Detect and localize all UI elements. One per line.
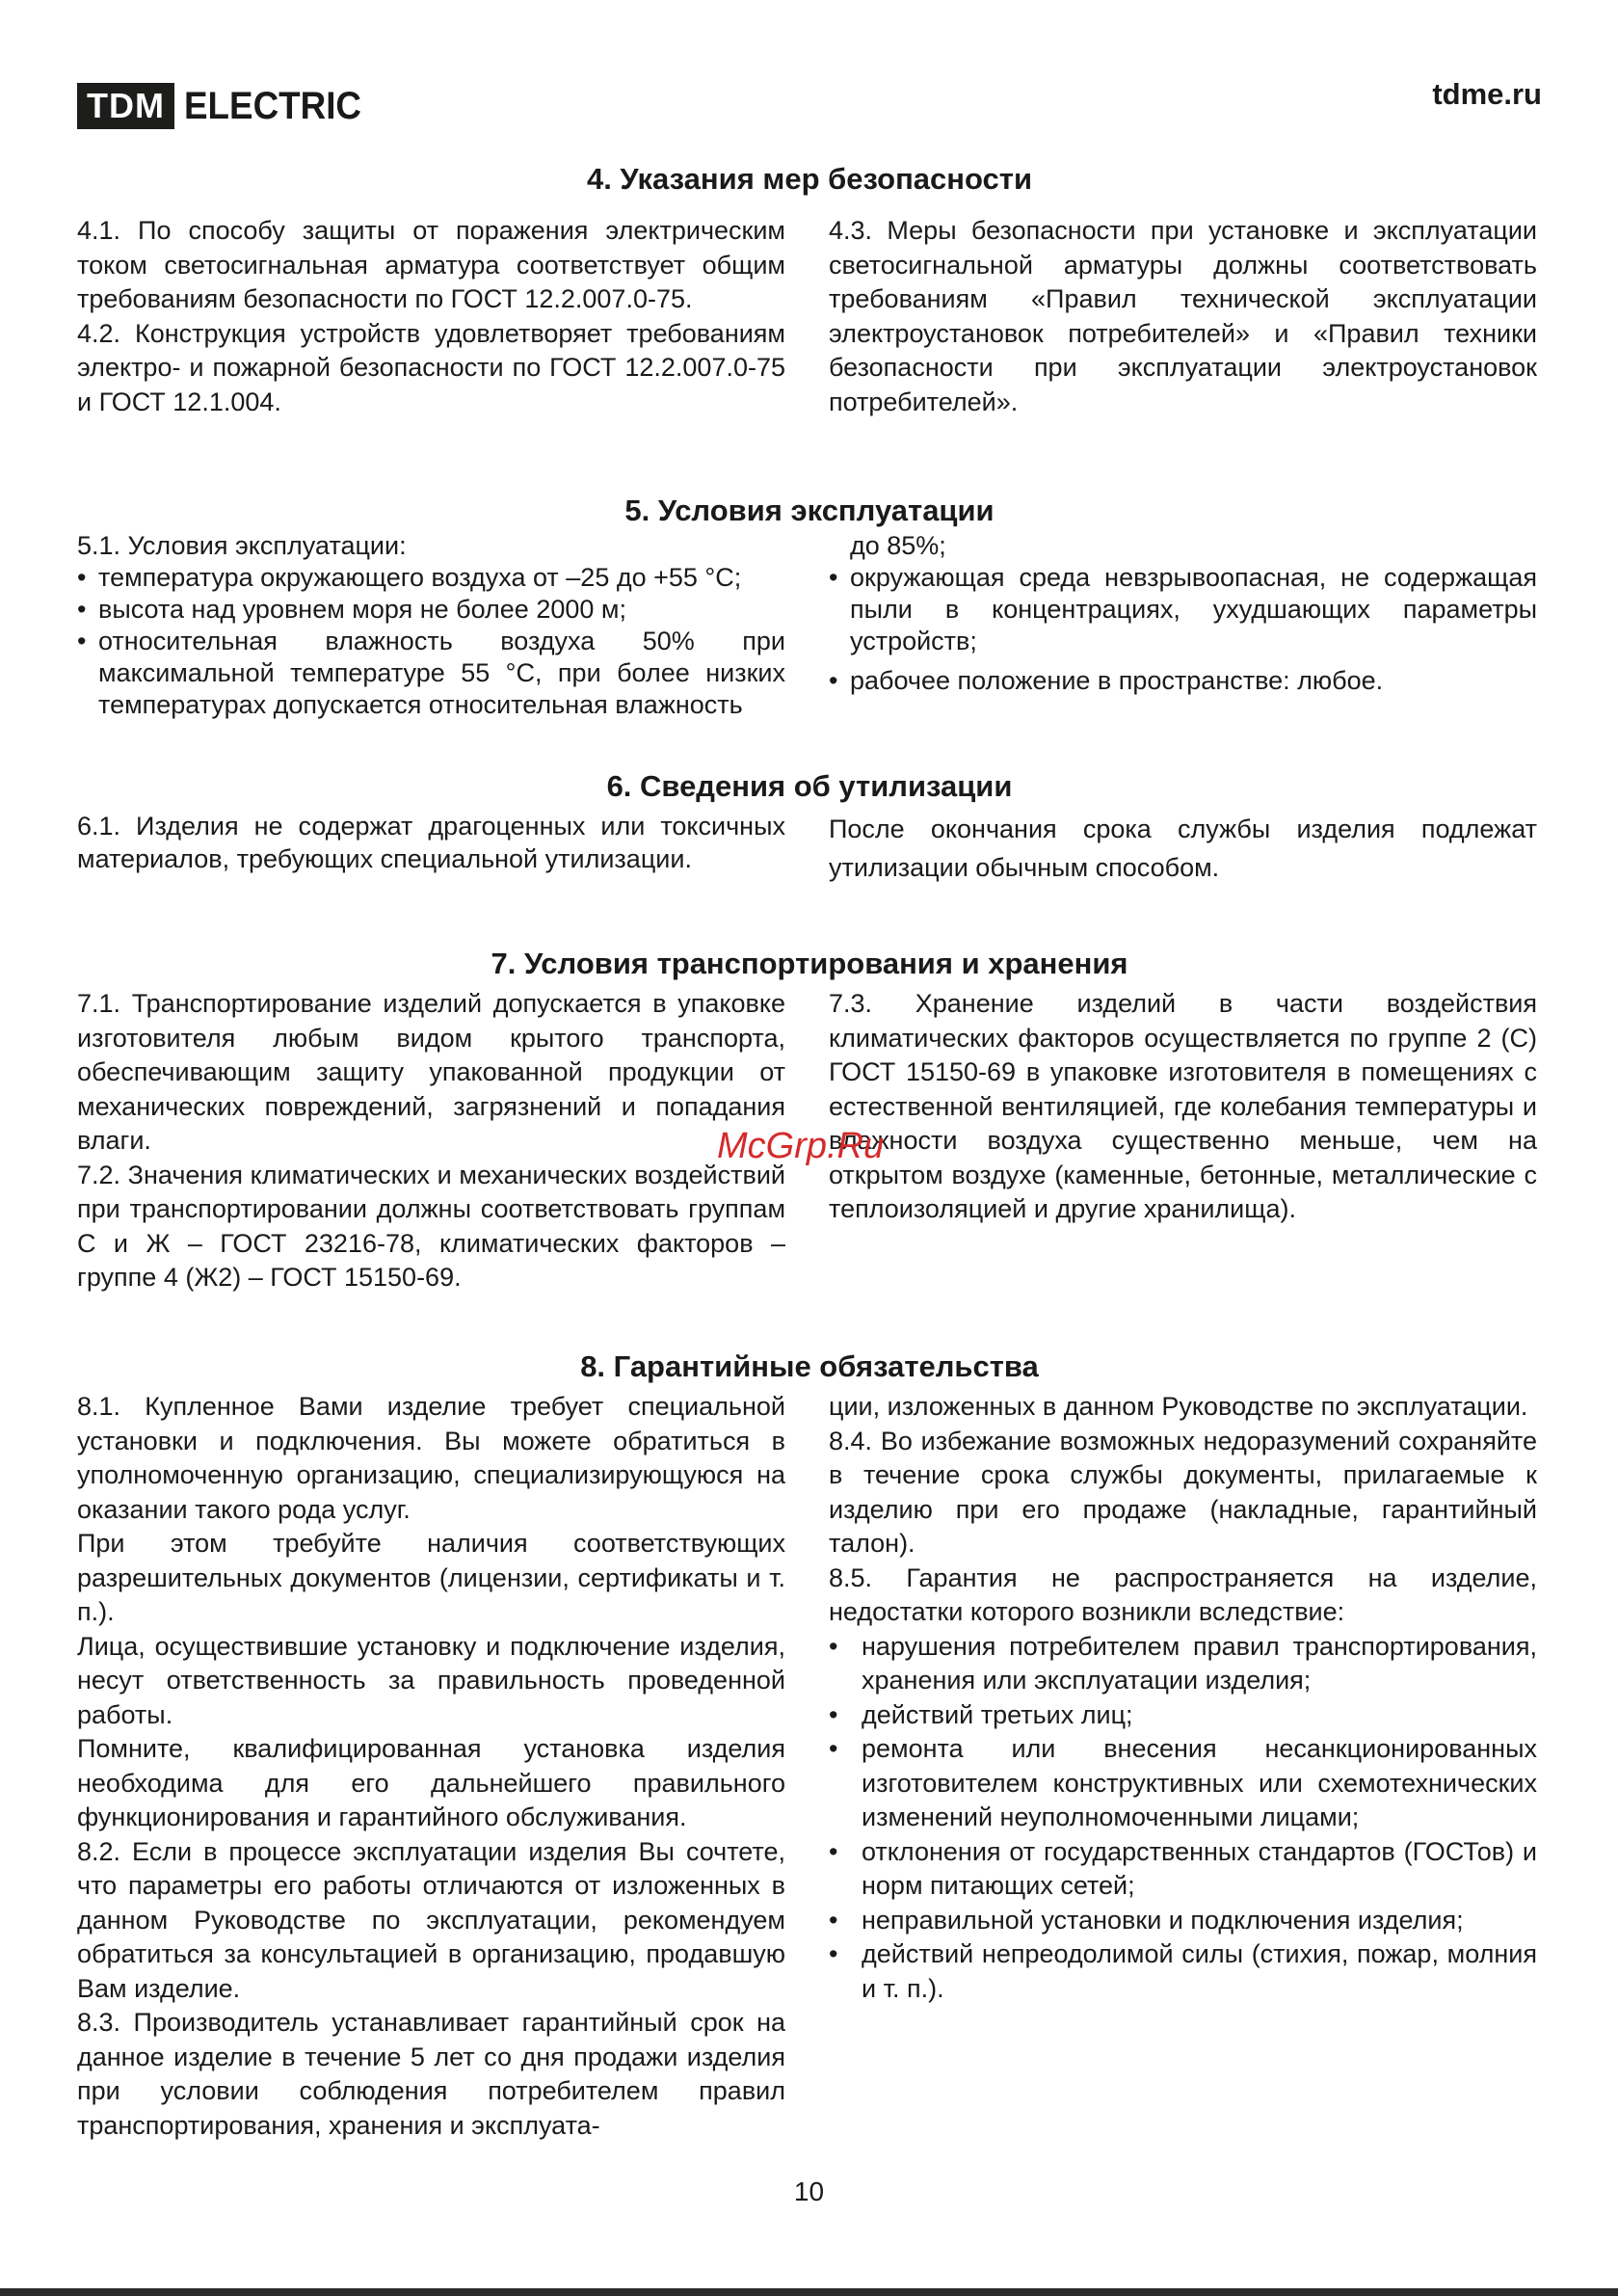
right-column — [829, 810, 1537, 887]
paragraph: Лица, осуществившие установку и подключение изделия, несут ответственность за правильность проведенной работы. — [77, 1631, 785, 1729]
paragraph: 4.2. Конструкция устройств удовлетворяет требованиям электро- и пожарной безопасности по ГОСТ 12.2.007.0-75 и ГОСТ 12.1.004. — [77, 318, 785, 416]
section-safety — [77, 160, 1542, 416]
paragraph: 7.1. Транспортирование изделий допускается в упаковке изготовителя любым видом крытого транспорта, обеспечивающим защиту упакованной продукции от механических повреждений, загрязнений и попадания влаги. — [77, 989, 785, 1155]
paragraph: 8.3. Производитель устанавливает гарантийный срок на данное изделие в течение 5 лет со дня продажи изделия при условии соблюдения потребителем правил транспортирования, хранения и эксплуата- — [77, 2008, 785, 2140]
left-column — [77, 1390, 785, 2143]
list-item: • действий непреодолимой силы (стихия, пожар, молния и т. п.). — [829, 1937, 1537, 2006]
section-title: 4. Указания мер безопасности — [586, 162, 1033, 196]
site-url: tdme.ru — [1432, 77, 1542, 111]
page-number: 10 — [793, 2176, 825, 2206]
left-column — [77, 987, 785, 1295]
watermark: McGrp.Ru — [717, 1126, 885, 1166]
list-item: • относительная влажность воздуха 50% при максимальной температуре 55 °С, при более низких температурах допускается относительная влажность — [77, 626, 785, 721]
left-column — [77, 530, 785, 721]
left-column — [77, 214, 785, 419]
right-column — [829, 1390, 1537, 2006]
paragraph: Помните, квалифицированная установка изделия необходима для его дальнейшего правильного функционирования и гарантийного обслуживания. — [77, 1734, 785, 1831]
paragraph: 7.2. Значения климатических и механических воздействий при транспортировании должны соответствовать группам С и Ж – ГОСТ 23216-78, климатических факторов – группе 4 (Ж2) – ГОСТ 15150-69. — [77, 1160, 785, 1292]
right-column — [829, 987, 1537, 1227]
paragraph: После окончания срока службы изделия подлежат утилизации обычным способом. — [829, 814, 1537, 882]
page-header — [77, 77, 1542, 135]
list-item: • рабочее положение в пространстве: любое. — [829, 665, 1537, 697]
section-operation — [77, 492, 1542, 719]
paragraph: 5.1. Условия эксплуатации: — [77, 531, 407, 560]
right-column — [829, 530, 1537, 697]
list-item: • нарушения потребителем правил транспортирования, хранения или эксплуатации изделия; — [829, 1630, 1537, 1698]
logo-box: TDM — [77, 83, 174, 129]
section-warranty — [77, 1348, 1542, 2140]
section-title: 6. Сведения об утилизации — [606, 769, 1013, 803]
right-column — [829, 214, 1537, 419]
paragraph: 8.1. Купленное Вами изделие требует специальной установки и подключения. Вы можете обратиться в уполномоченную организацию, специализирующуюся на оказании такого рода услуг. — [77, 1392, 785, 1524]
list-item: • отклонения от государственных стандартов (ГОСТов) и норм питающих сетей; — [829, 1835, 1537, 1904]
left-column — [77, 810, 785, 875]
paragraph: 8.4. Во избежание возможных недоразумений сохраняйте в течение срока службы документы, прилагаемые к изделию при его продаже (накладные, гарантийный талон). — [829, 1426, 1537, 1558]
paragraph: 7.3. Хранение изделий в части воздействия климатических факторов осуществляется по группе 2 (С) ГОСТ 15150-69 в упаковке изготовителя в помещениях с естественной вентиляцией, где колебания температуры и влажности воздуха существенно меньше, чем на открытом воздухе (каменные, бетонные, металлические с теплоизоляцией и другие хранилища). — [829, 989, 1537, 1223]
paragraph: ции, изложенных в данном Руководстве по эксплуатации. — [829, 1392, 1528, 1421]
paragraph: до 85%; — [850, 531, 946, 560]
section-title: 8. Гарантийные обязательства — [580, 1349, 1039, 1383]
paragraph: 4.3. Меры безопасности при установке и эксплуатации светосигнальной арматуры должны соответствовать требованиям «Правил технической эксплуатации электроустановок потребителей» и «Правил техники безопасности при эксплуатации электроустановок потребителей». — [829, 216, 1537, 416]
list-item: • неправильной установки и подключения изделия; — [829, 1904, 1537, 1938]
paragraph: 6.1. Изделия не содержат драгоценных или токсичных материалов, требующих специальной утилизации. — [77, 812, 785, 873]
paragraph: При этом требуйте наличия соответствующих разрешительных документов (лицензии, сертификаты и т. п.). — [77, 1529, 785, 1626]
logo-word: ELECTRIC — [183, 84, 361, 127]
list-item: • действий третьих лиц; — [829, 1698, 1537, 1733]
section-disposal — [77, 767, 1542, 882]
paragraph: 8.2. Если в процессе эксплуатации изделия Вы сочтете, что параметры его работы отличаются от изложенных в данном Руководстве по эксплуатации, рекомендуем обратиться за консультацией в организацию, продавшую Вам изделие. — [77, 1836, 785, 2003]
paragraph: 4.1. По способу защиты от поражения электрическим током светосигнальная арматура соответствует общим требованиям безопасности по ГОСТ 12.2.007.0-75. — [77, 216, 785, 313]
list-item: • окружающая среда невзрывоопасная, не содержащая пыли в концентрациях, ухудшающих параметры устройств; — [829, 562, 1537, 657]
bottom-border — [0, 2288, 1618, 2296]
section-title: 5. Условия эксплуатации — [624, 494, 995, 527]
list-item: • ремонта или внесения несанкционированных изготовителем конструктивных или схемотехнических изменений неуполномоченными лицами; — [829, 1732, 1537, 1835]
brand-logo — [77, 83, 377, 129]
paragraph: 8.5. Гарантия не распространяется на изделие, недостатки которого возникли вследствие: — [829, 1562, 1537, 1626]
section-title: 7. Условия транспортирования и хранения — [491, 947, 1128, 980]
list-item: • температура окружающего воздуха от –25 до +55 °С; — [77, 562, 785, 594]
list-item: • высота над уровнем моря не более 2000 м; — [77, 594, 785, 626]
